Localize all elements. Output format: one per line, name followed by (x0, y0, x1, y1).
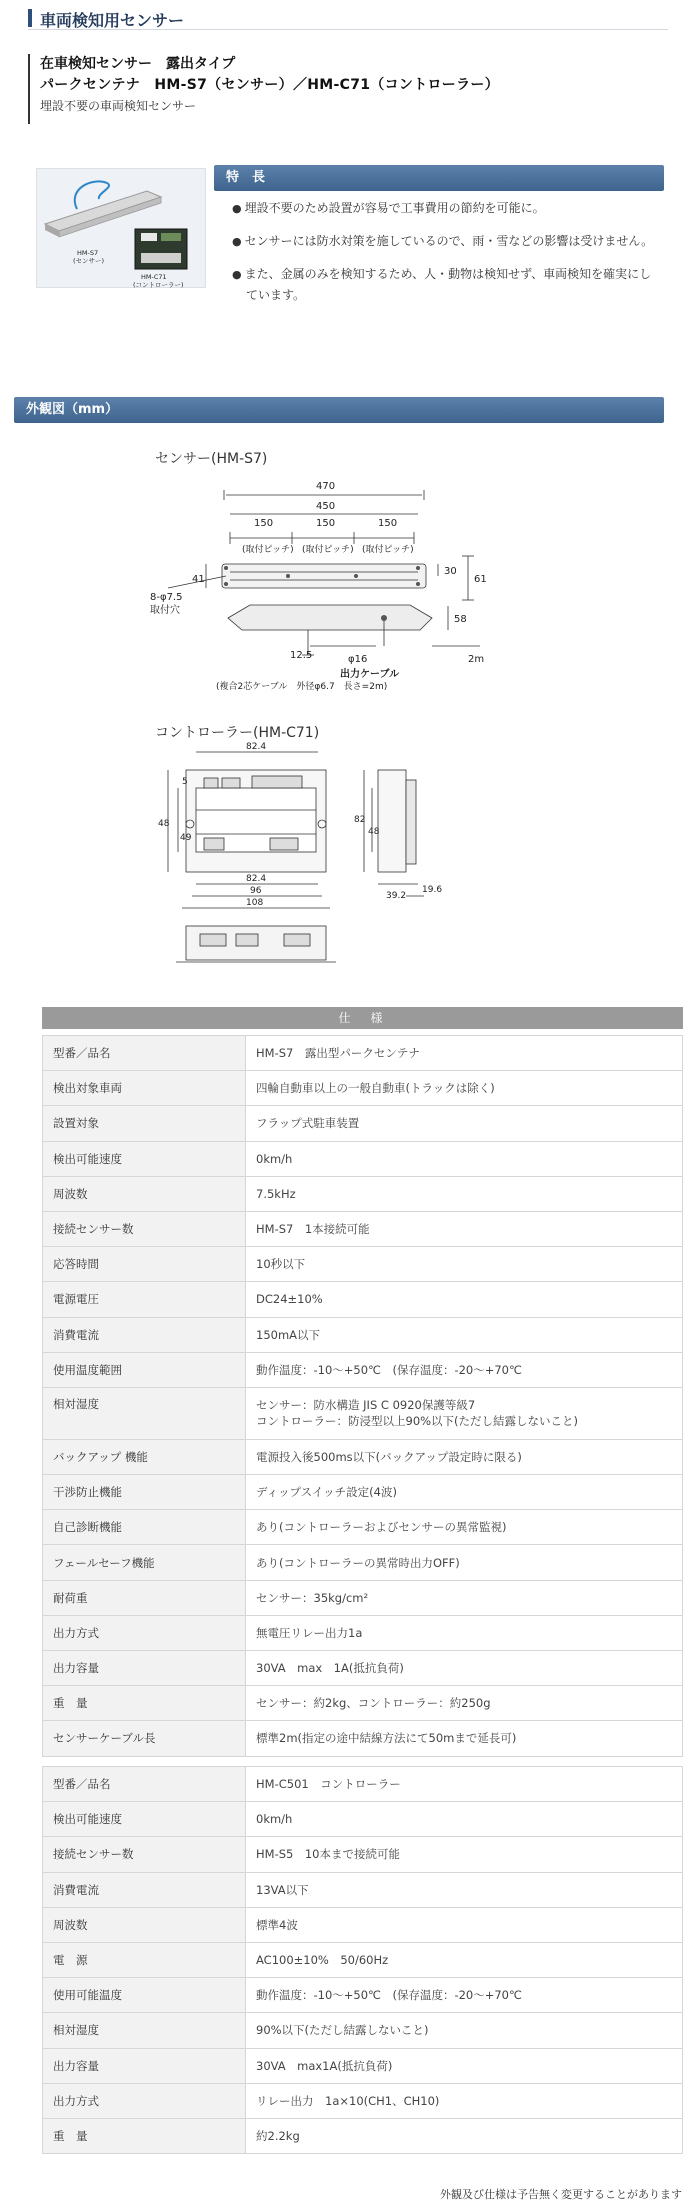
spec-key: 耐荷重 (43, 1580, 246, 1615)
dim-150-c: 150 (378, 518, 398, 529)
table-row (43, 1475, 683, 1510)
spec-key: 出力容量 (43, 2048, 246, 2083)
photo-sensor-label: HM-S7 (77, 249, 99, 257)
hole-label: 取付穴 (150, 605, 180, 616)
spec-key: 干渉防止機能 (43, 1475, 246, 1510)
photo-sensor-sub: (センサー) (73, 257, 105, 265)
features-list (232, 198, 662, 317)
dim-82: 82 (354, 815, 366, 825)
features-heading: 特 長 (214, 165, 664, 191)
dim-5: 5 (182, 777, 188, 787)
spec-value-line: センサー：防水構造 JIS C 0920保護等級7 (256, 1398, 476, 1413)
pitch-label-b: (取付ピッチ) (302, 545, 354, 555)
table-row (43, 2118, 683, 2153)
dim-150-b: 150 (316, 518, 336, 529)
pitch-label-a: (取付ピッチ) (242, 545, 294, 555)
dim-108: 108 (246, 898, 264, 908)
spec-key: 周波数 (43, 1907, 246, 1942)
table-row (43, 1071, 683, 1106)
spec-value: 四輪自動車以上の一般自動車(トラックは除く) (246, 1071, 683, 1106)
product-photo (36, 168, 206, 288)
spec-value: 無電圧リレー出力1a (246, 1615, 683, 1650)
spec-key: 出力方式 (43, 2083, 246, 2118)
spec-key: 出力容量 (43, 1651, 246, 1686)
page-title: 車両検知用センサー (40, 11, 185, 30)
hole-spec: 8-φ7.5 (150, 592, 183, 603)
product-category: 在車検知センサー 露出タイプ (40, 56, 236, 72)
page-header (28, 6, 668, 30)
spec-key: 相対湿度 (43, 2013, 246, 2048)
spec-key: 周波数 (43, 1176, 246, 1211)
feature-item: ● また、金属のみを検知するため、人・動物は検知せず、車両検知を確実にしています。 (232, 264, 662, 305)
dim-82-4-top: 82.4 (246, 742, 267, 752)
table-row (43, 1872, 683, 1907)
spec-value: 標準2m(指定の途中結線方法にて50mまで延長可) (246, 1721, 683, 1756)
controller-diagram-title: コントローラー(HM-C71) (155, 725, 320, 741)
spec-key: 相対湿度 (43, 1387, 246, 1439)
spec-key: 重 量 (43, 1686, 246, 1721)
dim-48-outer: 48 (158, 819, 170, 829)
footnote: 外観及び仕様は予告無く変更することがあります (440, 2188, 682, 2201)
table-row (43, 1686, 683, 1721)
table-row (43, 1036, 683, 1071)
spec-value: 10秒以下 (246, 1247, 683, 1282)
dim-48-side: 48 (368, 827, 380, 837)
spec-key: 電 源 (43, 1942, 246, 1977)
cable-label: 出力ケーブル (340, 669, 400, 680)
spec-key: 型番／品名 (43, 1767, 246, 1802)
header-accent-bar (28, 9, 32, 27)
table-row (43, 1978, 683, 2013)
dim-12-5: 12.5 (290, 650, 313, 661)
spec-key: 応答時間 (43, 1247, 246, 1282)
spec-value: 約2.2kg (246, 2118, 683, 2153)
table-row (43, 1545, 683, 1580)
table-row (43, 1942, 683, 1977)
table-row (43, 1176, 683, 1211)
spec-value: HM-S7 露出型パークセンテナ (246, 1036, 683, 1071)
spec-key: センサーケーブル長 (43, 1721, 246, 1756)
spec-value: 動作温度：-10～+50℃ (保存温度：-20～+70℃ (246, 1978, 683, 2013)
spec-value: リレー出力 1a×10(CH1、CH10) (246, 2083, 683, 2118)
table-row (43, 1651, 683, 1686)
spec-value: 電源投入後500ms以下(バックアップ設定時に限る) (246, 1439, 683, 1474)
sensor-dimension-drawing (150, 470, 520, 710)
photo-controller-sub: (コントローラー) (133, 281, 184, 289)
table-row (43, 2083, 683, 2118)
dim-82-4-bottom: 82.4 (246, 874, 267, 884)
spec-value: 150mA以下 (246, 1317, 683, 1352)
spec-value: DC24±10% (246, 1282, 683, 1317)
controller-dimension-drawing (160, 740, 480, 1000)
spec-key: 設置対象 (43, 1106, 246, 1141)
table-row (43, 1837, 683, 1872)
table-row (43, 1580, 683, 1615)
table-row (43, 1352, 683, 1387)
feature-item: ● センサーには防水対策を施しているので、雨・雪などの影響は受けません。 (232, 231, 662, 252)
dim-49: 49 (180, 833, 192, 843)
spec-key: 接続センサー数 (43, 1837, 246, 1872)
spec-value-line: コントローラー：防浸型以上90%以下(ただし結露しないこと) (256, 1414, 579, 1429)
dim-41: 41 (192, 574, 205, 585)
sensor-diagram-title: センサー(HM-S7) (155, 451, 268, 467)
table-row (43, 1106, 683, 1141)
spec-table-hm-s7 (42, 1035, 683, 1757)
spec-value: HM-C501 コントローラー (246, 1767, 683, 1802)
product-info (28, 54, 668, 124)
table-row (43, 1767, 683, 1802)
spec-key: 使用温度範囲 (43, 1352, 246, 1387)
table-row (43, 1615, 683, 1650)
dimensions-heading: 外観図（mm） (14, 397, 664, 423)
dim-19-6: 19.6 (422, 885, 443, 895)
spec-value: HM-S7 1本接続可能 (246, 1211, 683, 1246)
feature-item: ● 埋設不要のため設置が容易で工事費用の節約を可能に。 (232, 198, 662, 219)
dim-150-a: 150 (254, 518, 274, 529)
table-row (43, 1282, 683, 1317)
spec-value: 0km/h (246, 1802, 683, 1837)
dim-450: 450 (316, 501, 336, 512)
spec-key: 重 量 (43, 2118, 246, 2153)
cable-spec: (複合2芯ケーブル 外径φ6.7 長さ=2m) (216, 682, 388, 692)
table-row (43, 2048, 683, 2083)
table-row (43, 2013, 683, 2048)
spec-key: 出力方式 (43, 1615, 246, 1650)
spec-value: 動作温度：-10～+50℃ (保存温度：-20～+70℃ (246, 1352, 683, 1387)
spec-value: あり(コントローラーの異常時出力OFF) (246, 1545, 683, 1580)
dim-30: 30 (444, 566, 457, 577)
table-row (43, 1721, 683, 1756)
dim-58: 58 (454, 614, 467, 625)
spec-key: バックアップ 機能 (43, 1439, 246, 1474)
spec-key: 使用可能温度 (43, 1978, 246, 2013)
pitch-label-c: (取付ピッチ) (362, 545, 414, 555)
spec-value: 30VA max1A(抵抗負荷) (246, 2048, 683, 2083)
table-row (43, 1907, 683, 1942)
dim-phi16: φ16 (348, 654, 368, 665)
spec-key: 接続センサー数 (43, 1211, 246, 1246)
spec-value: センサー：35kg/cm² (246, 1580, 683, 1615)
spec-value (246, 1387, 683, 1439)
spec-heading: 仕 様 (42, 1007, 683, 1029)
spec-value: 30VA max 1A(抵抗負荷) (246, 1651, 683, 1686)
table-row (43, 1510, 683, 1545)
spec-key: 消費電流 (43, 1317, 246, 1352)
product-tagline: 埋設不要の車両検知センサー (40, 99, 197, 113)
dim-470: 470 (316, 481, 336, 492)
spec-value: 90%以下(ただし結露しないこと) (246, 2013, 683, 2048)
table-row (43, 1317, 683, 1352)
spec-key: 消費電流 (43, 1872, 246, 1907)
table-row (43, 1802, 683, 1837)
spec-key: 検出可能速度 (43, 1141, 246, 1176)
spec-key: 電源電圧 (43, 1282, 246, 1317)
table-row (43, 1247, 683, 1282)
dim-61: 61 (474, 574, 487, 585)
photo-controller-label: HM-C71 (141, 273, 167, 281)
spec-key: フェールセーフ機能 (43, 1545, 246, 1580)
spec-value: HM-S5 10本まで接続可能 (246, 1837, 683, 1872)
spec-value: あり(コントローラーおよびセンサーの異常監視) (246, 1510, 683, 1545)
spec-value: 標準4波 (246, 1907, 683, 1942)
spec-key: 検出対象車両 (43, 1071, 246, 1106)
table-row (43, 1211, 683, 1246)
spec-key: 自己診断機能 (43, 1510, 246, 1545)
table-row (43, 1439, 683, 1474)
dim-96: 96 (250, 886, 262, 896)
spec-table-hm-c501 (42, 1766, 683, 2154)
dim-2m: 2m (468, 654, 485, 665)
dim-39-2: 39.2 (386, 891, 407, 901)
spec-value: 13VA以下 (246, 1872, 683, 1907)
spec-value: 0km/h (246, 1141, 683, 1176)
table-row (43, 1141, 683, 1176)
table-row (43, 1387, 683, 1439)
spec-value: AC100±10% 50/60Hz (246, 1942, 683, 1977)
spec-key: 型番／品名 (43, 1036, 246, 1071)
spec-value: フラップ式駐車装置 (246, 1106, 683, 1141)
product-name: パークセンテナ HM-S7（センサー）／HM-C71（コントローラー） (40, 77, 499, 93)
spec-key: 検出可能速度 (43, 1802, 246, 1837)
spec-value: 7.5kHz (246, 1176, 683, 1211)
spec-value: センサー：約2kg、コントローラー：約250g (246, 1686, 683, 1721)
spec-value: ディップスイッチ設定(4波) (246, 1475, 683, 1510)
